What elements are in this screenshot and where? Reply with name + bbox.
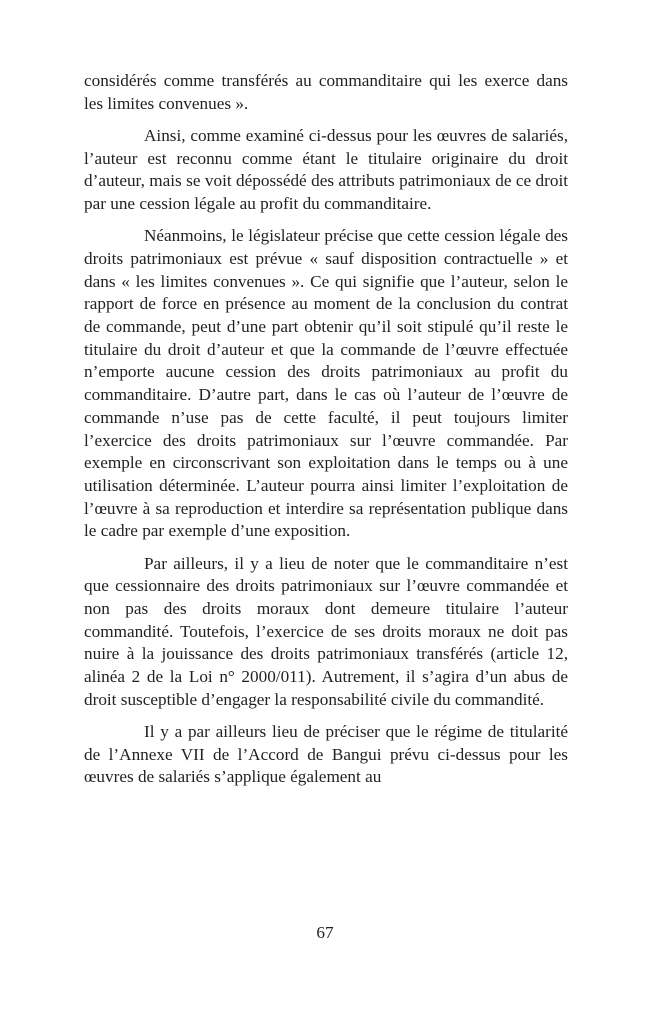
- paragraph-contractual-exception: Néanmoins, le législateur précise que cette cession légale des droits patrimoniaux est prévue « sauf disposition contractuelle » et dans « les limites convenues ». Ce qui signifie que l’auteur, selon le rapport de force en présence au moment de la conclusion du contrat de commande, peut d’une part obtenir qu’il soit stipulé qu’il reste le titulaire du droit d’auteur et que la commande de l’œuvre effectuée n’emporte aucune cession des droits patrimoniaux au profit du commanditaire. D’autre part, dans le cas où l’auteur de l’œuvre de commande n’use pas de cette faculté, il peut toujours limiter l’exercice des droits patrimoniaux sur l’œuvre commandée. Par exemple en circonscrivant son exploitation dans le temps ou à une utilisation déterminée. L’auteur pourra ainsi limiter l’exploitation de l’œuvre à sa reproduction et interdire sa représentation publique dans le cadre par exemple d’une exposition.: [84, 226, 568, 541]
- paragraph-continuation: considérés comme transférés au commanditaire qui les exerce dans les limites convenues ».: [84, 71, 568, 113]
- paragraph-salaried-works-comparison: Ainsi, comme examiné ci-dessus pour les œuvres de salariés, l’auteur est reconnu comme étant le titulaire originaire du droit d’auteur, mais se voit dépossédé des attributs patrimoniaux de ce droit par une cession légale au profit du commanditaire.: [84, 125, 568, 214]
- page-number: 67: [316, 923, 334, 942]
- paragraph-annex-vii-regime: Il y a par ailleurs lieu de préciser que le régime de titularité de l’Annexe VII de l’Accord de Bangui prévu ci-dessus pour les œuvres de salariés s’applique également au: [84, 721, 568, 787]
- paragraph-moral-rights: Par ailleurs, il y a lieu de noter que le commanditaire n’est que cessionnaire des droits patrimoniaux sur l’œuvre commandée et non pas des droits moraux dont demeure titulaire l’auteur commandité. Toutefois, l’exercice de ses droits moraux ne doit pas nuire à la jouissance des droits patrimoniaux transférés (article 12, alinéa 2 de la Loi n° 2000/011). Autrement, il s’agira d’un abus de droit susceptible d’engager la responsabilité civile du commandité.: [84, 553, 568, 709]
- document-page: [84, 70, 568, 799]
